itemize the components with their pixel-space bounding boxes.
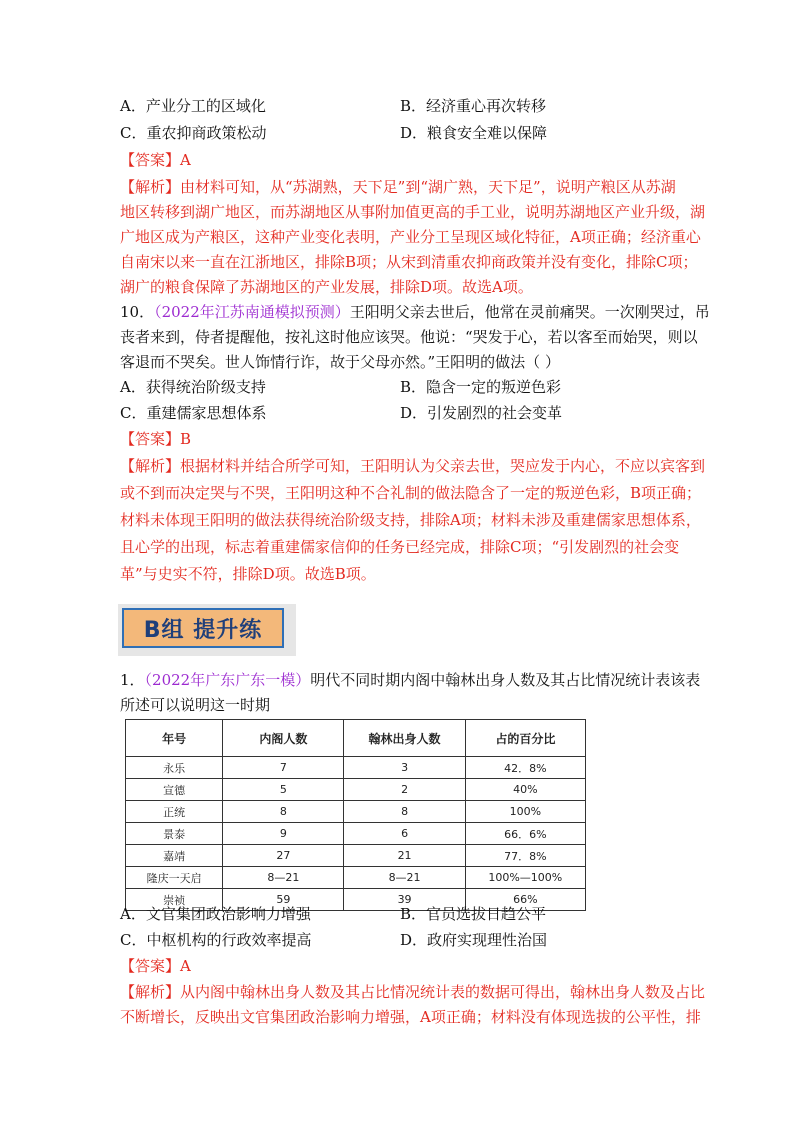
table-cell: 景泰 — [126, 823, 223, 845]
section-title: B组 提升练 — [122, 608, 284, 648]
section-banner — [118, 604, 296, 656]
q10-answer: 【答案】B — [120, 430, 192, 448]
table-cell: 嘉靖 — [126, 845, 223, 867]
q10-explanation-line: 材料未体现王阳明的做法获得统治阶级支持，排除A项；材料未涉及重建儒家思想体系， — [120, 511, 701, 529]
table-cell: 8—21 — [344, 867, 465, 889]
table-cell: 8 — [223, 801, 344, 823]
table-cell: 66．6% — [465, 823, 585, 845]
table-cell: 66% — [465, 889, 585, 911]
table-cell: 40% — [465, 779, 585, 801]
q9-explanation-line — [120, 177, 676, 197]
table-cell: 100% — [465, 801, 585, 823]
q10-number: 10． — [120, 303, 155, 321]
table-cell: 8—21 — [223, 867, 344, 889]
table-cell: 8 — [344, 801, 465, 823]
table-cell: 27 — [223, 845, 344, 867]
q10-option-b: B．隐含一定的叛逆色彩 — [400, 378, 562, 396]
q9-answer: 【答案】A — [120, 151, 191, 169]
table-row — [126, 757, 586, 779]
q9-option-a: A．产业分工的区域化 — [120, 97, 266, 115]
table-cell: 6 — [344, 823, 465, 845]
q10-stem-line: 丧者来到，侍者提醒他，按礼这时他应该哭。他说：“哭发于心，若以客至而始哭，则以 — [120, 328, 698, 346]
q10-stem-line — [120, 302, 710, 322]
b1-explanation-line — [120, 982, 705, 1002]
q10-explanation-label: 【解析】 — [120, 457, 181, 475]
statistics-table — [125, 719, 586, 911]
b1-explanation-label: 【解析】 — [120, 983, 181, 1001]
table-cell: 39 — [344, 889, 465, 911]
b1-option-c: C．中枢机构的行政效率提高 — [120, 931, 312, 949]
q9-explanation-line: 地区转移到湖广地区，而苏湖地区从事附加值更高的手工业，说明苏湖地区产业升级，湖 — [120, 203, 706, 221]
table-row — [126, 779, 586, 801]
b1-option-a: A．文官集团政治影响力增强 — [120, 905, 311, 923]
table-cell: 5 — [223, 779, 344, 801]
q10-explanation-line: 革”与史实不符，排除D项。故选B项。 — [120, 565, 376, 583]
table-cell: 21 — [344, 845, 465, 867]
q9-explanation-label: 【解析】 — [120, 178, 181, 196]
q10-option-c: C．重建儒家思想体系 — [120, 404, 267, 422]
table-header-row — [126, 720, 586, 757]
q9-option-c: C．重农抑商政策松动 — [120, 124, 267, 142]
table-cell: 崇祯 — [126, 889, 223, 911]
table-cell: 隆庆一天启 — [126, 867, 223, 889]
table-row — [126, 823, 586, 845]
q9-explanation-line: 自南宋以来一直在江浙地区，排除B项；从宋到清重农抑商政策并没有变化，排除C项； — [120, 253, 698, 271]
q10-explanation-line — [120, 456, 705, 476]
b1-stem-line — [120, 670, 700, 690]
q10-source: （2022年江苏南通模拟预测） — [154, 303, 350, 321]
table-cell: 正统 — [126, 801, 223, 823]
table-cell: 42．8% — [465, 757, 585, 779]
b1-option-b: B．官员选拔日趋公平 — [400, 905, 547, 923]
table-cell: 宣德 — [126, 779, 223, 801]
table-row — [126, 801, 586, 823]
q10-option-a: A．获得统治阶级支持 — [120, 378, 266, 396]
b1-option-d: D．政府实现理性治国 — [400, 931, 548, 949]
table-cell: 2 — [344, 779, 465, 801]
table-header: 年号 — [126, 720, 223, 757]
q9-explanation-line: 广地区成为产粮区，这种产业变化表明，产业分工呈现区域化特征，A项正确；经济重心 — [120, 228, 701, 246]
q10-stem-line: 客退而不哭矣。世人饰情行诈，故于父母亦然。”王阳明的做法（ ） — [120, 353, 560, 371]
table-row — [126, 845, 586, 867]
q10-explanation-line: 或不到而决定哭与不哭，王阳明这种不合礼制的做法隐含了一定的叛逆色彩，B项正确； — [120, 484, 702, 502]
b1-explanation-line: 不断增长，反映出文官集团政治影响力增强，A项正确；材料没有体现选拔的公平性，排 — [120, 1008, 701, 1026]
q9-option-b: B．经济重心再次转移 — [400, 97, 547, 115]
q10-explanation-text: 根据材料并结合所学可知，王阳明认为父亲去世，哭应发于内心，不应以宾客到 — [180, 457, 706, 475]
b1-answer: 【答案】A — [120, 957, 191, 975]
table-cell: 永乐 — [126, 757, 223, 779]
table-cell: 3 — [344, 757, 465, 779]
q9-explanation-line: 湖广的粮食保障了苏湖地区的产业发展，排除D项。故选A项。 — [120, 278, 533, 296]
table-cell: 77．8% — [465, 845, 585, 867]
table-cell: 100%—100% — [465, 867, 585, 889]
q10-explanation-line: 且心学的出现，标志着重建儒家信仰的任务已经完成，排除C项；“引发剧烈的社会变 — [120, 538, 680, 556]
table-header: 内阁人数 — [223, 720, 344, 757]
table-header: 占的百分比 — [465, 720, 585, 757]
table-cell: 9 — [223, 823, 344, 845]
table-cell: 7 — [223, 757, 344, 779]
b1-source: （2022年广东广东一模） — [144, 671, 311, 689]
q10-option-d: D．引发剧烈的社会变革 — [400, 404, 563, 422]
table-header: 翰林出身人数 — [344, 720, 465, 757]
b1-explanation-text: 从内阁中翰林出身人数及其占比情况统计表的数据可得出，翰林出身人数及占比 — [180, 983, 706, 1001]
q10-stem-text: 王阳明父亲去世后，他常在灵前痛哭。一次刚哭过，吊 — [349, 303, 710, 321]
q9-option-d: D．粮食安全难以保障 — [400, 124, 548, 142]
b1-number: 1． — [120, 671, 145, 689]
q9-explanation-text: 由材料可知，从“苏湖熟，天下足”到“湖广熟，天下足”，说明产粮区从苏湖 — [180, 178, 676, 196]
table-row — [126, 867, 586, 889]
table-cell: 59 — [223, 889, 344, 911]
b1-stem-line: 所述可以说明这一时期 — [120, 696, 271, 714]
b1-stem-text: 明代不同时期内阁中翰林出身人数及其占比情况统计表该表 — [310, 671, 701, 689]
